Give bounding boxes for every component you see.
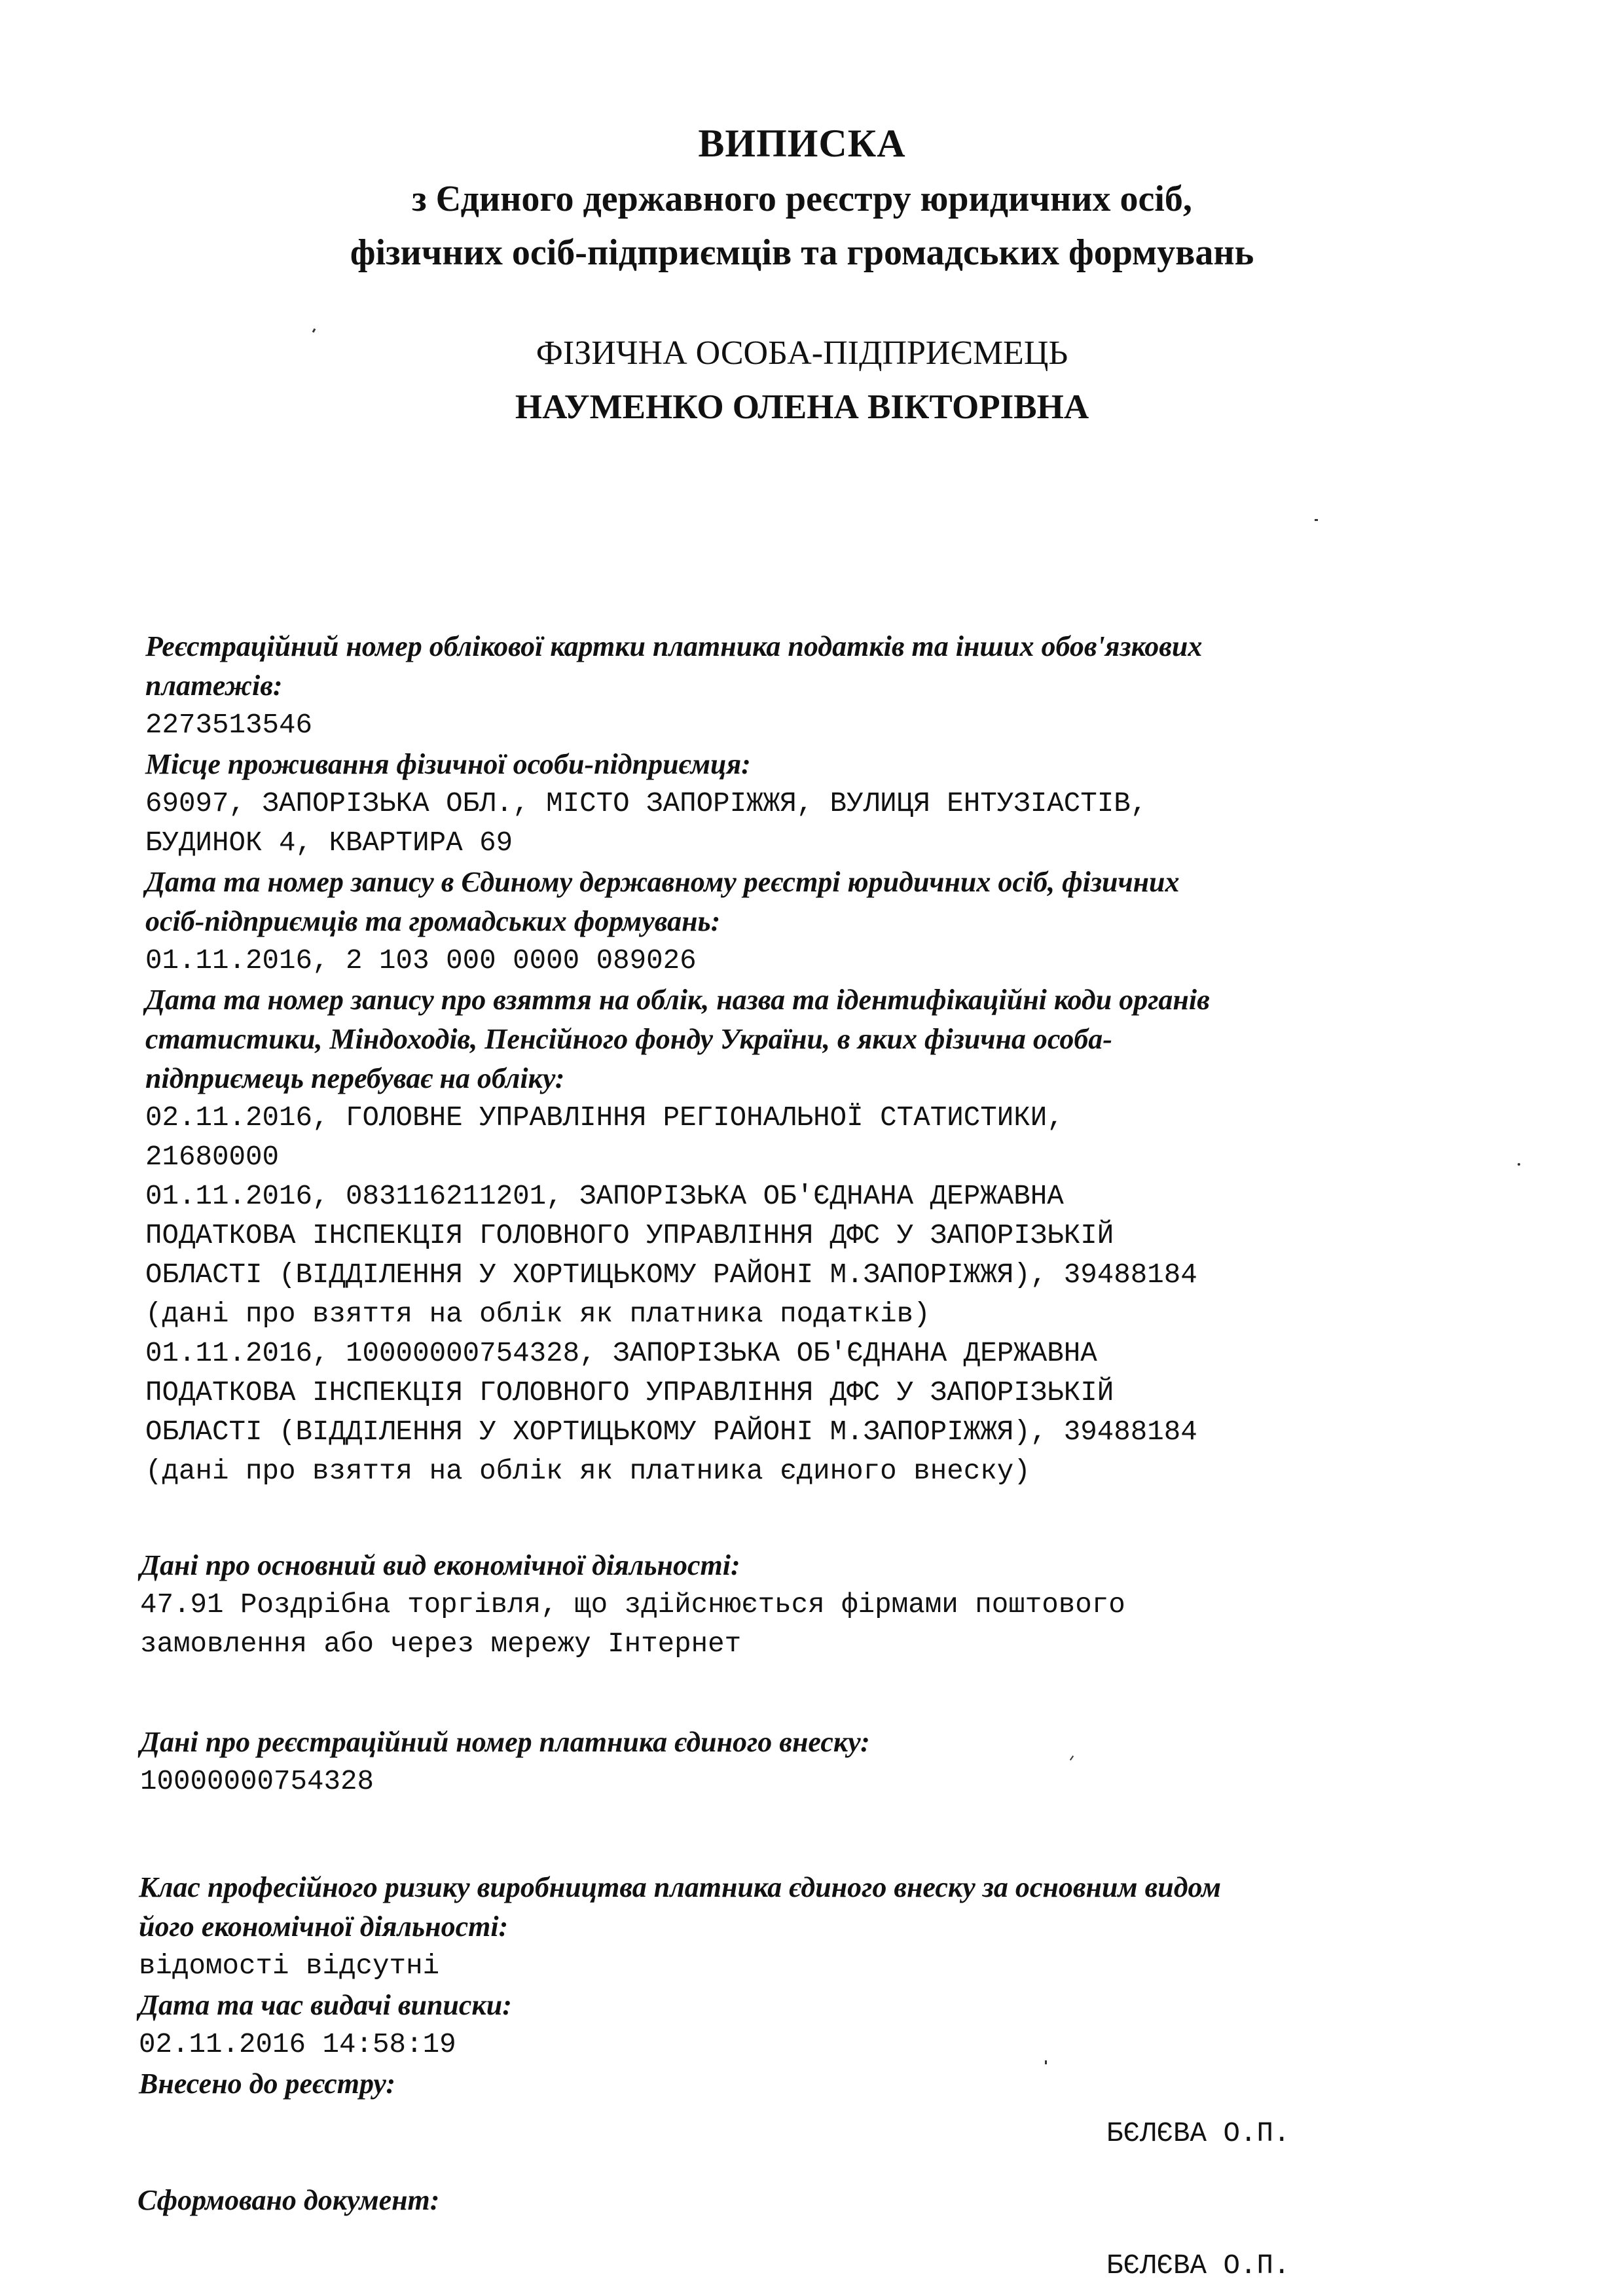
residence-value-line1: 69097, ЗАПОРІЗЬКА ОБЛ., МІСТО ЗАПОРІЖЖЯ, ВУЛИЦЯ ЕНТУЗІАСТІВ,	[145, 788, 1148, 819]
document-subtitle-line1: з Єдиного державного реєстру юридичних осіб,	[412, 179, 1192, 219]
residence-label: Місце проживання фізичної особи-підприємця:	[145, 748, 751, 780]
formed-by-label: Сформовано документ:	[137, 2184, 440, 2216]
entity-name: НАУМЕНКО ОЛЕНА ВІКТОРІВНА	[515, 388, 1089, 426]
issue-datetime-value: 02.11.2016 14:58:19	[139, 2029, 456, 2060]
entered-by-value: БЄЛЄВА О.П.	[1106, 2118, 1290, 2149]
document-subtitle-line2: фізичних осіб-підприємців та громадських формувань	[350, 232, 1254, 273]
authorities-line: ПОДАТКОВА ІНСПЕКЦІЯ ГОЛОВНОГО УПРАВЛІННЯ ДФС У ЗАПОРІЗЬКІЙ	[145, 1377, 1114, 1408]
authorities-line: 21680000	[145, 1141, 280, 1173]
tax-number-label-line1: Реєстраційний номер облікової картки платника податків та інших обов'язкових	[145, 630, 1203, 662]
authorities-line: ОБЛАСТІ (ВІДДІЛЕННЯ У ХОРТИЦЬКОМУ РАЙОНІ М.ЗАПОРІЖЖЯ), 39488184	[145, 1416, 1197, 1448]
formed-by-section	[137, 2181, 1381, 2220]
authorities-line: (дані про взяття на облік як платника податків)	[145, 1299, 930, 1330]
authorities-line: ПОДАТКОВА ІНСПЕКЦІЯ ГОЛОВНОГО УПРАВЛІННЯ ДФС У ЗАПОРІЗЬКІЙ	[145, 1220, 1114, 1251]
authorities-line: 01.11.2016, 083116211201, ЗАПОРІЗЬКА ОБ'ЄДНАНА ДЕРЖАВНА	[145, 1181, 1064, 1212]
authorities-label-line3: підприємець перебуває на обліку:	[145, 1062, 565, 1094]
registry-record-label-line1: Дата та номер запису в Єдиному державному реєстрі юридичних осіб, фізичних	[145, 866, 1180, 898]
scan-speck	[1315, 519, 1318, 521]
risk-class-section	[139, 1868, 1383, 2104]
tax-number-label-line2: платежів:	[145, 670, 283, 702]
authorities-line: 02.11.2016, ГОЛОВНЕ УПРАВЛІННЯ РЕГІОНАЛЬНОЇ СТАТИСТИКИ,	[145, 1102, 1064, 1134]
scan-speck	[1518, 1163, 1520, 1166]
contribution-number-value: 10000000754328	[140, 1766, 374, 1797]
authorities-label-line2: статистики, Міндоходів, Пенсійного фонду України, в яких фізична особа-	[145, 1023, 1112, 1055]
activity-label: Дані про основний вид економічної діяльності:	[140, 1549, 740, 1581]
registry-record-label-line2: осіб-підприємців та громадських формувань:	[145, 905, 721, 937]
tax-number-section	[145, 627, 1389, 1491]
authorities-line: ОБЛАСТІ (ВІДДІЛЕННЯ У ХОРТИЦЬКОМУ РАЙОНІ М.ЗАПОРІЖЖЯ), 39488184	[145, 1259, 1197, 1291]
entity-type: ФІЗИЧНА ОСОБА-ПІДПРИЄМЕЦЬ	[536, 334, 1068, 372]
document-title: ВИПИСКА	[698, 122, 906, 165]
contribution-number-section	[140, 1723, 1384, 1801]
authorities-line: 01.11.2016, 10000000754328, ЗАПОРІЗЬКА ОБ'ЄДНАНА ДЕРЖАВНА	[145, 1338, 1097, 1369]
authorities-line: (дані про взяття на облік як платника єдиного внеску)	[145, 1456, 1030, 1487]
authorities-label-line1: Дата та номер запису про взяття на облік, назва та ідентифікаційні коди органів	[145, 984, 1210, 1016]
entered-by-label: Внесено до реєстру:	[139, 2068, 396, 2100]
issue-datetime-label: Дата та час видачі виписки:	[139, 1989, 512, 2021]
registry-record-value: 01.11.2016, 2 103 000 0000 089026	[145, 945, 697, 977]
contribution-number-label: Дані про реєстраційний номер платника єдиного внеску:	[140, 1726, 870, 1758]
risk-class-label-line2: його економічної діяльності:	[139, 1910, 509, 1943]
risk-class-value: відомості відсутні	[139, 1950, 440, 1982]
activity-section	[140, 1546, 1384, 1664]
scan-speck	[1045, 2060, 1047, 2064]
tax-number-value: 2273513546	[145, 709, 313, 741]
scan-speck	[312, 329, 316, 333]
activity-value-line1: 47.91 Роздрібна торгівля, що здійснюється фірмами поштового	[140, 1589, 1125, 1621]
activity-value-line2: замовлення або через мережу Інтернет	[140, 1628, 742, 1660]
formed-by-value: БЄЛЄВА О.П.	[1106, 2250, 1290, 2282]
residence-value-line2: БУДИНОК 4, КВАРТИРА 69	[145, 827, 513, 859]
risk-class-label-line1: Клас професійного ризику виробництва платника єдиного внеску за основним видом	[139, 1871, 1221, 1903]
